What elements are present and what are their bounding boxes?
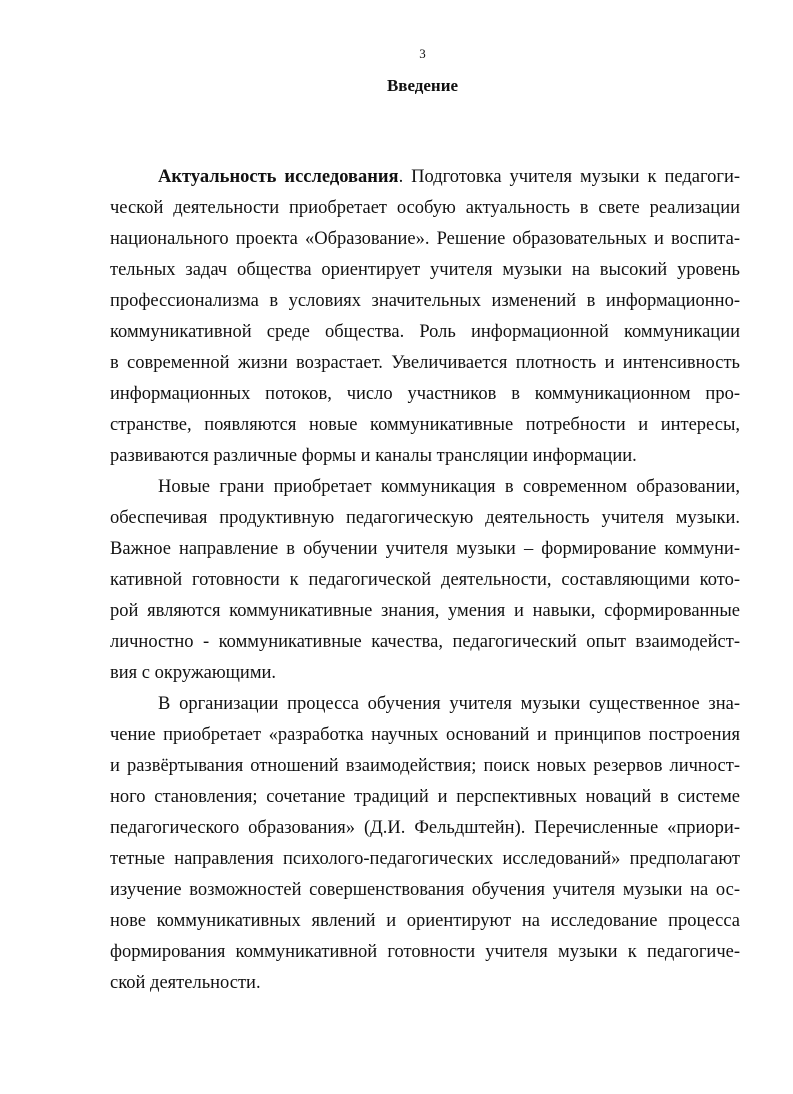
paragraph-line: формирования коммуникативной готовности учителя музыки к педагогиче- [110, 942, 740, 962]
paragraph-relevance [110, 162, 740, 472]
paragraph-line: и развёртывания отношений взаимодействия; поиск новых резервов личност- [110, 756, 740, 776]
paragraph-line: обеспечивая продуктивную педагогическую деятельность учителя музыки. [110, 508, 740, 528]
paragraph-line: чение приобретает «разработка научных оснований и принципов построения [110, 725, 740, 745]
paragraph-line: информационных потоков, число участников в коммуникационном про- [110, 384, 740, 404]
paragraph-line: вия с окружающими. [110, 663, 277, 683]
paragraph-communication [110, 472, 740, 689]
paragraph-line: рой являются коммуникативные знания, умения и навыки, сформированные [110, 601, 740, 621]
line-text: . Подготовка учителя музыки к педагоги- [398, 167, 741, 187]
paragraph-line: В организации процесса обучения учителя музыки существенное зна- [158, 694, 740, 714]
page-number: 3 [419, 46, 426, 61]
paragraph-line: Важное направление в обучении учителя музыки – формирование коммуни- [110, 539, 740, 559]
paragraph-line: кативной готовности к педагогической деятельности, составляющими кото- [110, 570, 740, 590]
lead-heading: Актуальность исследования [158, 167, 399, 187]
body-text [110, 162, 740, 999]
paragraph-line: профессионализма в условиях значительных изменений в информационно- [110, 291, 740, 311]
paragraph-line: национального проекта «Образование». Решение образовательных и воспита- [110, 229, 740, 249]
paragraph-line: ской деятельности. [110, 973, 261, 993]
paragraph-line: Новые грани приобретает коммуникация в современном образовании, [158, 477, 740, 497]
paragraph-line: тетные направления психолого-педагогических исследований» предполагают [110, 849, 740, 869]
section-title: Введение [386, 76, 459, 95]
paragraph-line: странстве, появляются новые коммуникативные потребности и интересы, [110, 415, 740, 435]
paragraph-line: личностно - коммуникативные качества, педагогический опыт взаимодейст- [110, 632, 740, 652]
paragraph-line: ного становления; сочетание традиций и перспективных новаций в системе [110, 787, 740, 807]
paragraph-line: нове коммуникативных явлений и ориентируют на исследование процесса [110, 911, 740, 931]
paragraph-line: в современной жизни возрастает. Увеличивается плотность и интенсивность [110, 353, 740, 373]
paragraph-organization [110, 689, 740, 999]
paragraph-line [110, 162, 740, 193]
paragraph-line: коммуникативной среде общества. Роль информационной коммуникации [110, 322, 740, 342]
paragraph-line: изучение возможностей совершенствования обучения учителя музыки на ос- [110, 880, 740, 900]
paragraph-line: развиваются различные формы и каналы трансляции информации. [110, 446, 637, 466]
paragraph-line: ческой деятельности приобретает особую актуальность в свете реализации [110, 198, 740, 218]
paragraph-line: тельных задач общества ориентирует учителя музыки на высокий уровень [110, 260, 740, 280]
paragraph-line: педагогического образования» (Д.И. Фельдштейн). Перечисленные «приори- [110, 818, 740, 838]
